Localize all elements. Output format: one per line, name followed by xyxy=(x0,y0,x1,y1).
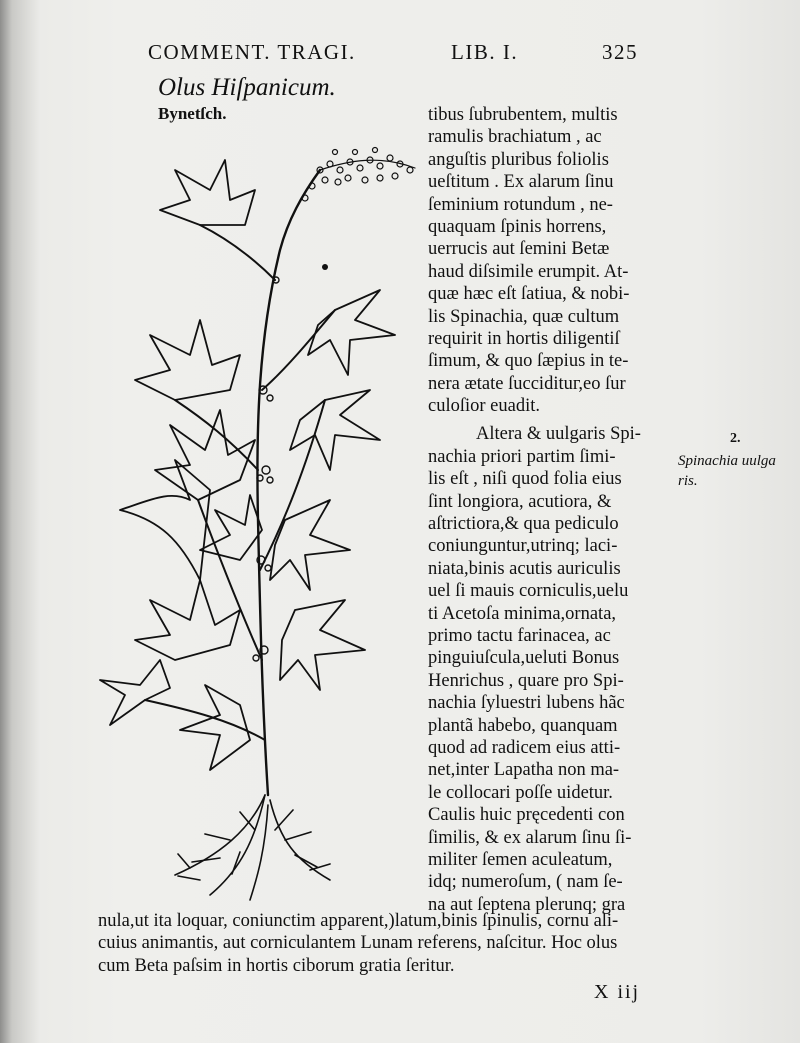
text-line: nachia priori partim ſimi- xyxy=(428,446,616,467)
text-line: lis eſt , niſi quod folia eius xyxy=(428,469,622,490)
marginal-note-line: Spinachia uulga xyxy=(678,453,776,469)
text-line: le collocari poſſe uidetur. xyxy=(428,782,613,803)
text-line: haud diſsimile erumpit. At- xyxy=(428,261,629,282)
show-through-text xyxy=(438,84,688,106)
flower-spike xyxy=(302,148,415,202)
text-line: cuius animantis, aut corniculantem Lunam referens, naſcitur. Hoc olus xyxy=(98,933,618,954)
text-line: plantã habebo, quanquam xyxy=(428,715,618,736)
text-line: quaquam ſpinis horrens, xyxy=(428,216,607,237)
text-line: ueſtitum . Ex alarum ſinu xyxy=(428,172,614,193)
plant-title: Olus Hiſpanicum. xyxy=(158,74,336,101)
text-line: pinguiuſcula,ueluti Bonus xyxy=(428,648,620,669)
text-line: Altera & uulgaris Spi- xyxy=(476,424,641,445)
running-header xyxy=(148,40,658,68)
text-line: ſimum, & quo ſæpius in te- xyxy=(428,351,629,372)
text-line: quod ad radicem eius atti- xyxy=(428,737,621,758)
text-line: ſint longiora, acutiora, & xyxy=(428,491,612,512)
text-line: net,inter Lapatha non ma- xyxy=(428,760,620,781)
text-line: nera ætate ſuccidituг,eo ſur xyxy=(428,373,626,394)
text-line: militer ſemen aculeatum, xyxy=(428,849,613,870)
leaves xyxy=(100,160,395,770)
text-line: uerrucis aut ſemini Betæ xyxy=(428,239,610,260)
text-line: uel ſi mauis corniculis,uelu xyxy=(428,581,629,602)
text-line: coniunguntur,utrinq; laci- xyxy=(428,536,618,557)
text-line: primo tactu farinacea, ac xyxy=(428,625,611,646)
roots xyxy=(175,795,330,900)
text-line: na aut ſeptena plerunq; gra xyxy=(428,894,626,915)
text-line: quæ hæc eſt ſatiua, & nobi- xyxy=(428,284,630,305)
spinach-woodcut-illustration xyxy=(80,140,430,910)
text-line: Caulis huic pręcedenti con xyxy=(428,805,625,826)
text-line: ſeminium rotundum , ne- xyxy=(428,194,613,215)
text-line: cum Beta paſsim in hortis ciborum gratia ſeritur. xyxy=(98,955,455,976)
text-line: Henrichus , quare pro Spi- xyxy=(428,670,624,691)
text-line: culoſior euadit. xyxy=(428,396,540,417)
text-line: ramulis brachiatum , ac xyxy=(428,127,602,148)
text-line: lis Spinachia, quæ cultum xyxy=(428,306,620,327)
full-width-text xyxy=(98,910,678,977)
header-center: LIB. I. xyxy=(451,40,519,64)
text-line: ti Acetoſa minima,ornata, xyxy=(428,603,617,624)
main-stem xyxy=(257,170,320,795)
text-line: tibus ſubrubentem, multis xyxy=(428,105,618,125)
text-line: nachia ſyluestri lubens hãc xyxy=(428,693,625,714)
marginal-note xyxy=(678,451,796,491)
marginal-number: 2. xyxy=(730,431,741,446)
text-line: ſimilis, & ex alarum ſinu ſi- xyxy=(428,827,632,848)
text-line: anguſtis pluribus foliolis xyxy=(428,149,609,170)
marginal-note-line: ris. xyxy=(678,473,698,489)
text-column xyxy=(428,104,674,916)
text-line: requirit in hortis diligentiſ xyxy=(428,328,620,349)
printer-signature: X iij xyxy=(594,981,641,1003)
text-line: nula,ut ita loquar, coniunctim apparent,)latum,binis ſpinulis, cornu ali- xyxy=(98,911,619,931)
text-line: aſtrictiora,& qua pediculo xyxy=(428,514,619,535)
text-line: niata,binis acutis auriculis xyxy=(428,558,621,579)
header-left: COMMENT. TRAGI. xyxy=(148,40,356,64)
page-number: 325 xyxy=(602,40,638,64)
text-line: idq; numeroſum, ( nam ſe- xyxy=(428,872,623,893)
plant-vernacular-name: Bynetſch. xyxy=(158,104,227,123)
